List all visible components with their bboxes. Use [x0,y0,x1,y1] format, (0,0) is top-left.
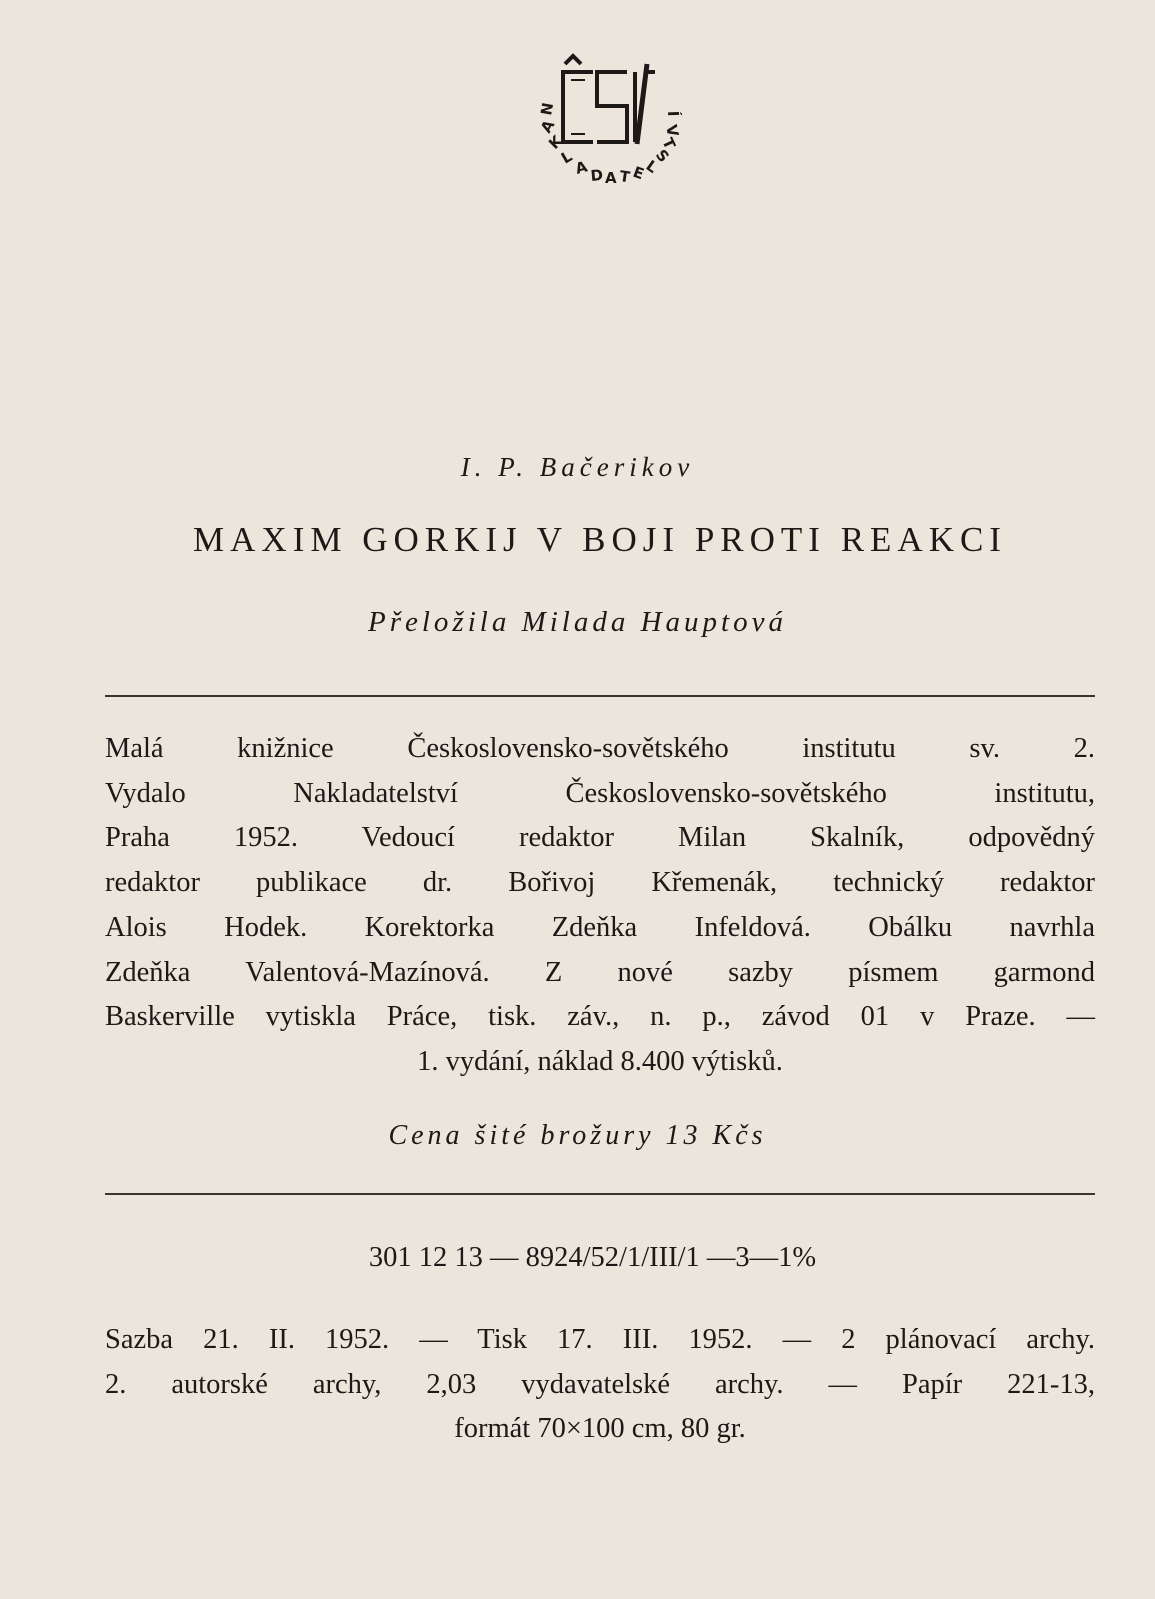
publisher-logo [535,42,685,202]
imprint-line: 1. vydání, náklad 8.400 výtisků. [417,1045,783,1077]
svg-text:A: A [573,157,590,178]
author-name: I. P. Bačerikov [460,452,695,482]
svg-text:T: T [658,135,680,152]
translator-credit: Přeložila Milada Hauptová [368,606,787,638]
divider-top [105,695,1095,697]
imprint-block [105,727,1095,1085]
imprint-line: Vydalo Nakladatelství Československo-sovětského institutu, [105,777,1095,809]
svg-text:N: N [537,101,558,117]
imprint-line: Malá knižnice Československo-sovětského institutu sv. 2. [105,733,1095,764]
imprint-line: Zdeňka Valentová-Mazínová. Z nové sazby písmem garmond [105,956,1095,988]
imprint-line: Alois Hodek. Korektorka Zdeňka Infeldová. Obálku navrhla [105,911,1095,943]
print-code: 301 12 13 — 8924/52/1/III/1 —3—1% [368,1242,817,1273]
divider-bottom [105,1193,1095,1195]
svg-text:A: A [605,169,617,187]
imprint-line: Baskerville vytiskla Práce, tisk. záv., n. p., závod 01 v Praze. — [105,1001,1095,1033]
svg-text:L: L [642,156,661,177]
technical-line: formát 70×100 cm, 80 gr. [454,1413,746,1445]
svg-text:T: T [618,167,632,187]
imprint-line: redaktor publikace dr. Bořivoj Křemenák, technický redaktor [105,867,1095,899]
svg-text:L: L [558,147,576,168]
price-line: Cena šité brožury 13 Kčs [388,1120,767,1151]
svg-text:S: S [651,146,673,166]
svg-text:D: D [589,165,604,185]
book-title: MAXIM GORKIJ V BOJI PROTI REAKCI [193,520,1007,559]
technical-details [105,1318,1095,1452]
svg-text:V: V [662,123,683,139]
svg-text:E: E [630,162,647,184]
technical-line: Sazba 21. II. 1952. — Tisk 17. III. 1952. — 2 plánovací archy. [105,1324,1095,1355]
svg-text:K: K [545,131,567,153]
technical-line: 2. autorské archy, 2,03 vydavatelské archy. — Papír 221-13, [105,1368,1095,1400]
imprint-line: Praha 1952. Vedoucí redaktor Milan Skalník, odpovědný [105,822,1095,854]
svg-text:A: A [536,116,559,136]
svg-text:Í: Í [664,110,683,117]
